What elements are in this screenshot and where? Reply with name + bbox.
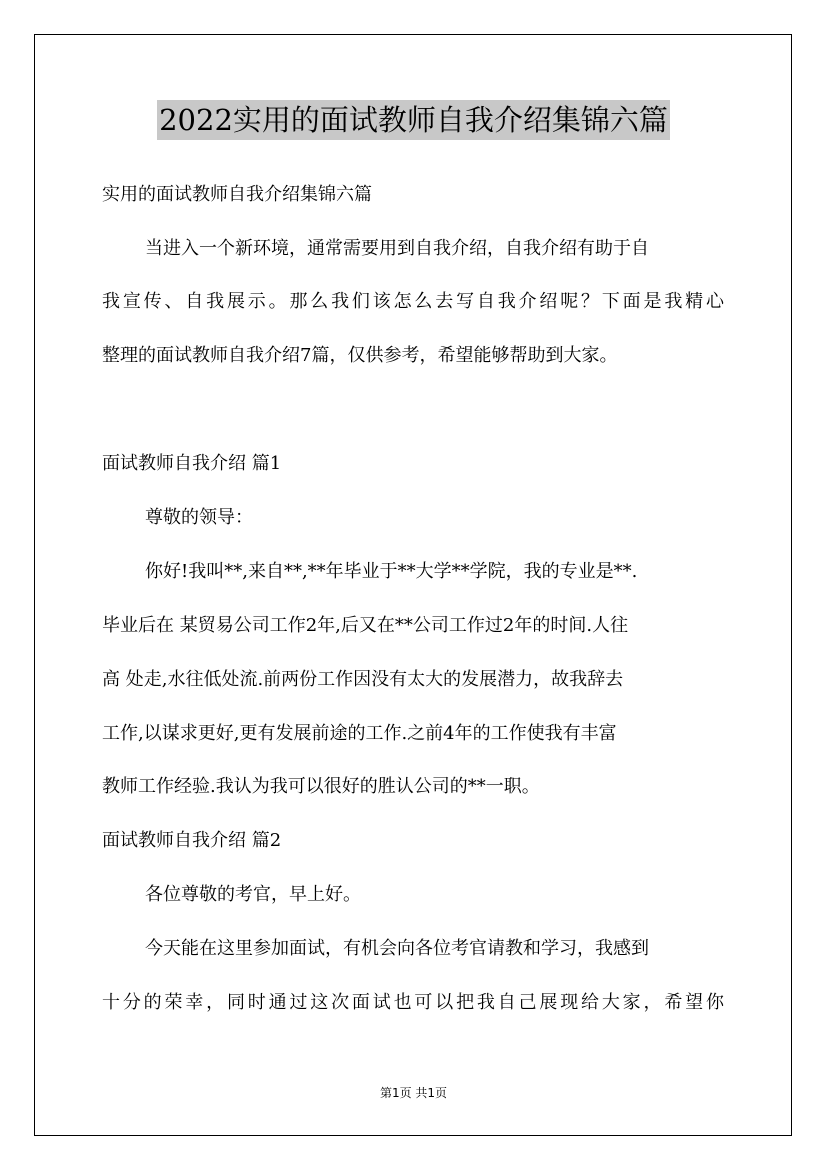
- section1-heading: 面试教师自我介绍 篇1: [102, 453, 282, 474]
- intro-line-3: 整理的面试教师自我介绍7篇，仅供参考，希望能够帮助到大家。: [102, 345, 618, 366]
- section1-line-3: 高 处走,水往低处流.前两份工作因没有太大的发展潜力，故我辞去: [102, 669, 624, 690]
- section1-greeting: 尊敬的领导：: [145, 507, 253, 528]
- section1-line-4: 工作,以谋求更好,更有发展前途的工作.之前4年的工作使我有丰富: [102, 723, 617, 744]
- document-title: [0, 100, 827, 140]
- section2-heading: 面试教师自我介绍 篇2: [102, 830, 282, 851]
- section1-line-1: 你好!我叫**,来自**,**年毕业于**大学**学院，我的专业是**.: [145, 561, 638, 582]
- document-title-text: 2022实用的面试教师自我介绍集锦六篇: [157, 100, 670, 140]
- section2-line-1: 今天能在这里参加面试，有机会向各位考官请教和学习，我感到: [145, 938, 649, 959]
- subtitle: 实用的面试教师自我介绍集锦六篇: [102, 184, 372, 205]
- page-footer: 第1页 共1页: [379, 1086, 448, 1100]
- section2-greeting: 各位尊敬的考官，早上好。: [145, 884, 361, 905]
- intro-line-1: 当进入一个新环境，通常需要用到自我介绍，自我介绍有助于自: [145, 238, 649, 259]
- section1-line-2: 毕业后在 某贸易公司工作2年,后又在**公司工作过2年的时间.人往: [102, 615, 629, 636]
- intro-line-2: 我宣传、自我展示。那么我们该怎么去写自我介绍呢？下面是我精心: [102, 291, 724, 312]
- section2-line-2: 十分的荣幸，同时通过这次面试也可以把我自己展现给大家，希望你: [102, 992, 724, 1013]
- section1-line-5: 教师工作经验.我认为我可以很好的胜认公司的**一职。: [102, 776, 540, 797]
